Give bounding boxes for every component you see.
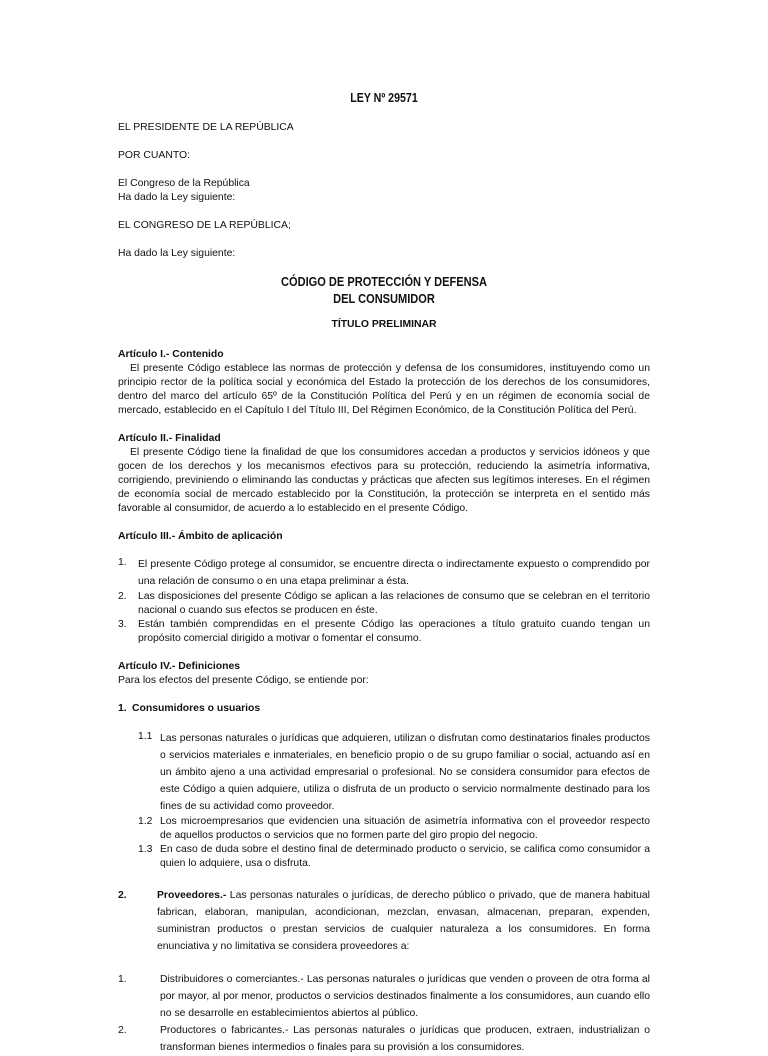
code-title-line: DEL CONSUMIDOR	[333, 291, 435, 306]
code-title	[158, 273, 610, 307]
definition-2-list	[118, 971, 650, 1056]
article-4-heading: Artículo IV.- Definiciones	[118, 661, 241, 672]
list-item	[118, 618, 650, 646]
list-item	[118, 971, 650, 1022]
item-text: El presente Código protege al consumidor, se encuentre directa o indirectamente expuesto o comprendido por una relación de consumo o en una etapa preliminar a ésta.	[138, 559, 650, 587]
intro-line: POR CUANTO:	[118, 150, 190, 161]
intro-line: El Congreso de la República	[118, 178, 250, 189]
article-3-heading: Artículo III.- Ámbito de aplicación	[118, 531, 283, 542]
item-number: 3.	[118, 619, 127, 630]
code-title-line: CÓDIGO DE PROTECCIÓN Y DEFENSA	[281, 274, 487, 289]
definition-label: Proveedores.-	[157, 890, 227, 901]
article-4-intro: Para los efectos del presente Código, se entiende por:	[118, 675, 369, 686]
item-number: 2.	[118, 890, 127, 901]
definition-1-list	[138, 730, 650, 871]
list-item	[118, 556, 650, 590]
list-item	[138, 843, 650, 871]
list-item	[138, 730, 650, 815]
law-title: LEY Nº 29571	[350, 91, 418, 105]
section-title: TÍTULO PRELIMINAR	[331, 319, 437, 330]
item-number: 1.1	[138, 731, 153, 742]
item-number: 1.	[118, 974, 127, 985]
document-page	[118, 0, 650, 1056]
intro-line: Ha dado la Ley siguiente:	[118, 192, 236, 203]
item-number: 2.	[118, 591, 127, 602]
list-item	[118, 1022, 650, 1056]
item-number: 1.2	[138, 816, 153, 827]
item-number: 1.3	[138, 844, 153, 855]
item-number: 2.	[118, 1025, 127, 1036]
article-1-body: El presente Código establece las normas de protección y defensa de los consumidores, instituyendo como un principio rector de la política social y económica del Estado la protección de los derechos de los consumidores, dentro del marco del artículo 65º de la Constitución Política del Perú y en un régimen de economía social de mercado, establecido en el Capítulo I del Título III, Del Régimen Económico, de la Constitución Política del Perú.	[118, 363, 650, 416]
list-item	[118, 590, 650, 618]
article-3-list	[118, 556, 650, 646]
definition-1-heading	[118, 702, 650, 716]
article-2-heading: Artículo II.- Finalidad	[118, 433, 221, 444]
list-item	[138, 815, 650, 843]
article-2-body: El presente Código tiene la finalidad de que los consumidores accedan a productos y servicios idóneos y que gocen de los derechos y los mecanismos efectivos para su protección, reduciendo la asimetría informativa, corrigiendo, previniendo o eliminando las conductas y prácticas que afecten sus legítimos intereses. En el régimen de economía social de mercado establecido por la Constitución, la protección se interpreta en el sentido más favorable al consumidor, de acuerdo a lo establecido en el presente Código.	[118, 447, 650, 514]
definition-label: Consumidores o usuarios	[132, 703, 261, 714]
item-text: Distribuidores o comerciantes.- Las personas naturales o jurídicas que venden o proveen de otra forma al por mayor, al por menor, productos o servicios destinados finalmente a los consumidores, aun cuando ello no se desarrolle en establecimientos abiertos al público.	[160, 974, 650, 1019]
item-number: 1.	[118, 557, 127, 568]
article-1-heading: Artículo I.- Contenido	[118, 349, 224, 360]
intro-line: Ha dado la Ley siguiente:	[118, 248, 236, 259]
item-text: Los microempresarios que evidencien una situación de asimetría informativa con el proveedor respecto de aquellos productos o servicios que no formen parte del giro propio del negocio.	[160, 816, 650, 841]
intro-line: EL CONGRESO DE LA REPÚBLICA;	[118, 220, 291, 231]
definition-text: Las personas naturales o jurídicas, de derecho público o privado, que de manera habitual fabrican, elaboran, manipulan, acondicionan, mezclan, envasan, almacenan, preparan, expenden, suministran productos o prestan servicios de cualquier naturaleza a los consumidores. En forma enunciativa y no limitativa se considera proveedores a:	[157, 890, 650, 952]
item-text: Las personas naturales o jurídicas que adquieren, utilizan o disfrutan como destinatarios finales productos o servicios materiales e inmateriales, en beneficio propio o de su grupo familiar o social, actuando así en un ámbito ajeno a una actividad empresarial o profesional. No se considera consumidor para efectos de este Código a quien adquiere, utiliza o disfruta de un producto o servicio normalmente destinado para los fines de su actividad como proveedor.	[160, 733, 650, 812]
item-text: Las disposiciones del presente Código se aplican a las relaciones de consumo que se celebran en el territorio nacional o cuando sus efectos se producen en éste.	[138, 591, 650, 616]
item-text: En caso de duda sobre el destino final de determinado producto o servicio, se califica como consumidor a quien lo adquiere, usa o disfruta.	[160, 844, 650, 869]
intro-line: EL PRESIDENTE DE LA REPÚBLICA	[118, 122, 294, 133]
item-text: Productores o fabricantes.- Las personas naturales o jurídicas que producen, extraen, industrializan o transforman bienes intermedios o finales para su provisión a los consumidores.	[160, 1025, 650, 1053]
definition-2	[118, 887, 650, 955]
item-text: Están también comprendidas en el presente Código las operaciones a título gratuito cuando tengan un propósito comercial dirigido a motivar o fomentar el consumo.	[138, 619, 650, 644]
item-number: 1.	[118, 703, 127, 714]
